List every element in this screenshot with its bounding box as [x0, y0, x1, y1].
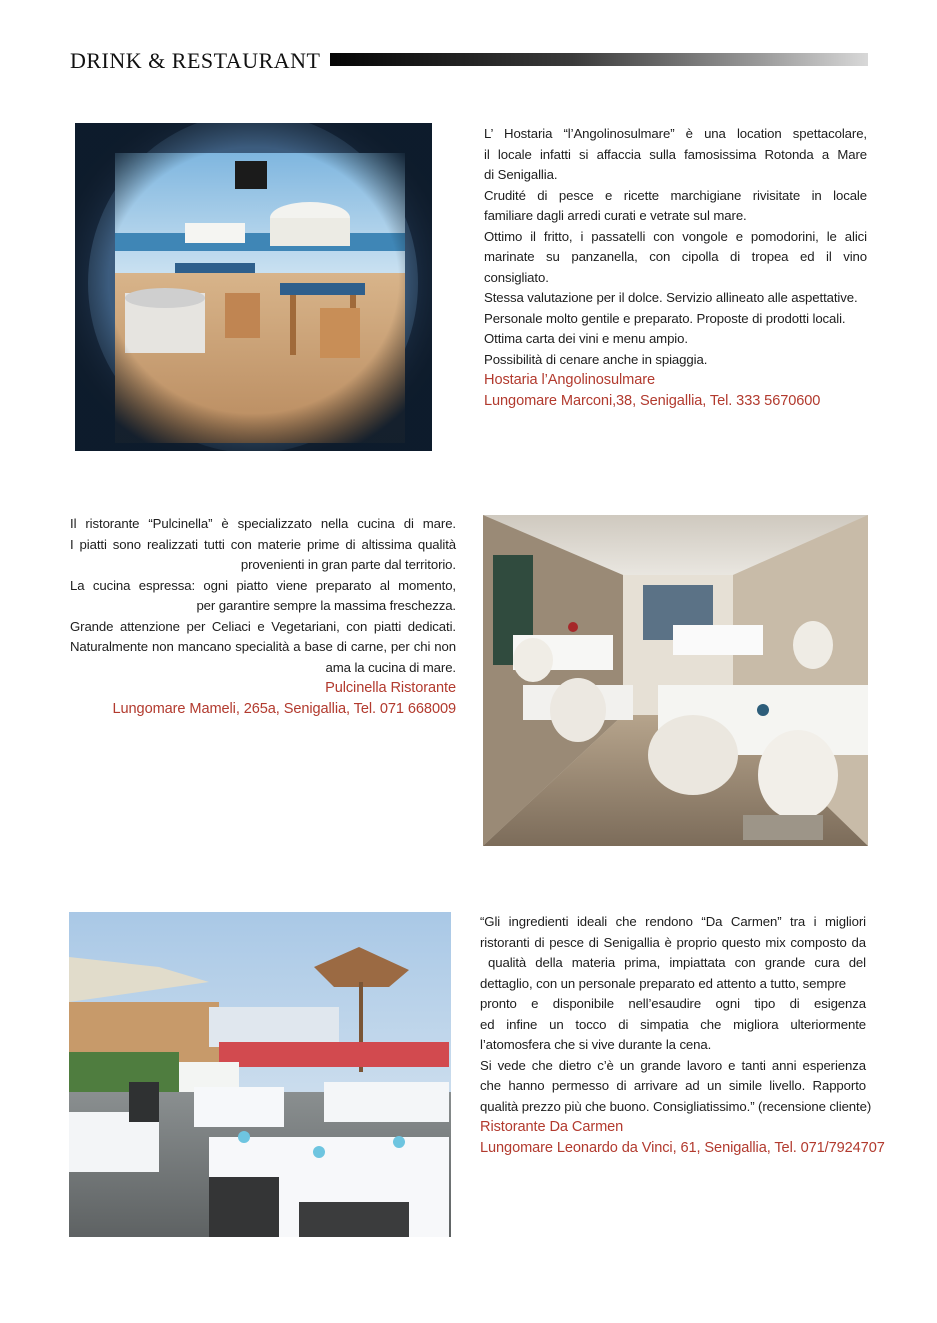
text-line: qualità della materia prima, impiattata con grande cura del: [488, 955, 866, 970]
text-line: Ottima carta dei vini e menu ampio.: [484, 331, 688, 346]
text-line: L’ Hostaria “l’Angolinosulmare” è una location spettacolare,: [484, 126, 867, 141]
text-line: familiare dagli arredi curati e vetrate sul mare.: [484, 208, 747, 223]
text-line: dettaglio, con un personale preparato ed attento a tutto, sempre: [480, 975, 847, 991]
restaurant-address: Lungomare Leonardo da Vinci, 61, Senigallia, Tel. 071/7924707: [480, 1140, 885, 1156]
restaurant-address: Lungomare Marconi,38, Senigallia, Tel. 333 5670600: [484, 393, 821, 409]
page-title: DRINK & RESTAURANT: [70, 48, 321, 73]
restaurant-name: Ristorante Da Carmen: [480, 1119, 624, 1135]
text-line: I piatti sono realizzati tutti con materie prime di altissima qualità: [70, 536, 456, 552]
text-line: pronto e disponibile nell’esaudire ogni tipo di esigenza: [480, 996, 866, 1011]
da-carmen-description: [480, 912, 885, 1159]
text-line: Stessa valutazione per il dolce. Servizio allineato alle aspettative.: [484, 290, 858, 305]
restaurant-name: Pulcinella Ristorante: [325, 680, 456, 696]
text-line: provenienti in gran parte dal territorio.: [240, 557, 456, 572]
text-line: che hanno permesso di arrivare ad un simile livello. Rapporto: [480, 1078, 866, 1093]
text-line: consigliato.: [484, 269, 549, 285]
text-line: Ottimo il fritto, i passatelli con vongole e pomodorini, le alici: [484, 228, 867, 244]
text-line: qualità prezzo più che buono. Consigliatissimo.” (recensione cliente): [480, 1098, 872, 1114]
text-line: marinate su panzanella, con cipolla di tropea ed il vino: [484, 249, 867, 264]
header-gradient-bar: [330, 53, 868, 66]
text-line: La cucina espressa: ogni piatto viene preparato al momento,: [70, 577, 456, 593]
text-line: Possibilità di cenare anche in spiaggia.: [484, 351, 708, 367]
text-line: Grande attenzione per Celiaci e Vegetariani, con piatti dedicati.: [70, 618, 456, 634]
hostaria-photo: [75, 123, 432, 451]
text-line: ristoranti di pesce di Senigallia è proprio questo mix composto da: [480, 934, 866, 950]
text-line: Il ristorante “Pulcinella” è specializzato nella cucina di mare.: [70, 516, 456, 531]
text-line: per garantire sempre la massima freschezza.: [196, 598, 456, 613]
text-line: ed infine un tocco di simpatia che migliora ulteriormente: [480, 1016, 866, 1032]
text-line: Personale molto gentile e preparato. Proposte di prodotti locali.: [484, 310, 846, 326]
text-line: ama la cucina di mare.: [325, 659, 456, 675]
pulcinella-description: [70, 514, 456, 720]
text-line: Crudité di pesce e ricette marchigiane rivisitate in locale: [484, 187, 867, 203]
text-line: Si vede che dietro c’è un grande lavoro e tanti anni esperienza: [480, 1057, 866, 1073]
text-line: Naturalmente non mancano specialità a base di carne, per chi non: [70, 639, 456, 654]
text-line: di Senigallia.: [484, 167, 558, 182]
restaurant-name: Hostaria l’Angolinosulmare: [484, 372, 655, 388]
pulcinella-photo: [483, 515, 868, 846]
da-carmen-photo: [69, 912, 451, 1237]
text-line: l’atomosfera che si vive durante la cena.: [480, 1037, 712, 1052]
text-line: “Gli ingredienti ideali che rendono “Da Carmen” tra i migliori: [480, 914, 866, 929]
hostaria-description: [484, 124, 867, 412]
text-line: il locale infatti si affaccia sulla famosissima Rotonda a Mare: [484, 146, 867, 162]
restaurant-address: Lungomare Mameli, 265a, Senigallia, Tel. 071 668009: [112, 701, 456, 717]
